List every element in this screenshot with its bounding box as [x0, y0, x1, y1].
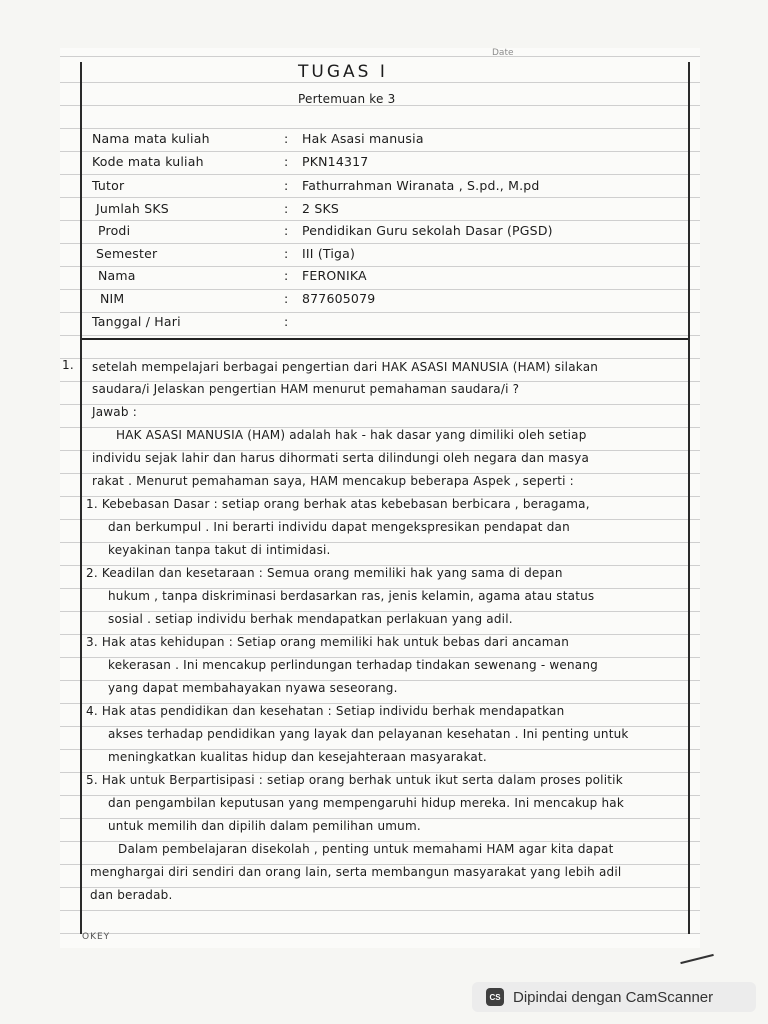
identity-value: III (Tiga): [302, 246, 356, 261]
notebook-brand: OKEY: [82, 932, 111, 942]
answer-line: 2. Keadilan dan kesetaraan : Semua orang memiliki hak yang sama di depan: [86, 566, 563, 580]
answer-line: dan pengambilan keputusan yang mempengaruhi hidup mereka. Ini mencakup hak: [108, 796, 624, 810]
camscanner-watermark: [472, 982, 756, 1012]
answer-line: akses terhadap pendidikan yang layak dan pelayanan kesehatan . Ini penting untuk: [108, 727, 629, 741]
identity-label: Nama mata kuliah: [92, 131, 210, 146]
answer-line: rakat . Menurut pemahaman saya, HAM mencakup beberapa Aspek , seperti :: [92, 474, 574, 488]
identity-label: Kode mata kuliah: [92, 154, 204, 169]
answer-line: 5. Hak untuk Berpartisipasi : setiap orang berhak untuk ikut serta dalam proses politik: [86, 773, 623, 787]
identity-label: Jumlah SKS: [96, 201, 169, 216]
pen-stroke: [680, 954, 713, 964]
identity-colon: :: [284, 178, 289, 193]
answer-line: 3. Hak atas kehidupan : Setiap orang memiliki hak untuk bebas dari ancaman: [86, 635, 570, 649]
left-margin-line: [80, 62, 82, 934]
answer-line: 4. Hak atas pendidikan dan kesehatan : Setiap individu berhak mendapatkan: [86, 704, 565, 718]
question-line: saudara/i Jelaskan pengertian HAM menurut pemahaman saudara/i ?: [92, 382, 520, 396]
assignment-subtitle: Pertemuan ke 3: [298, 92, 396, 106]
identity-label: Nama: [98, 268, 136, 283]
answer-line: meningkatkan kualitas hidup dan kesejahteraan masyarakat.: [108, 750, 487, 764]
answer-line: sosial . setiap individu berhak mendapatkan perlakuan yang adil.: [108, 612, 513, 626]
section-divider: [82, 338, 688, 340]
identity-value: 2 SKS: [302, 201, 339, 216]
answer-line: keyakinan tanpa takut di intimidasi.: [108, 543, 331, 557]
answer-line: individu sejak lahir dan harus dihormati serta dilindungi oleh negara dan masya: [92, 451, 590, 465]
identity-value: Fathurrahman Wiranata , S.pd., M.pd: [302, 178, 540, 193]
identity-colon: :: [284, 154, 289, 169]
watermark-text: Dipindai dengan CamScanner: [513, 988, 714, 1006]
answer-line: hukum , tanpa diskriminasi berdasarkan ras, jenis kelamin, agama atau status: [108, 589, 595, 603]
date-label: Date: [492, 48, 514, 58]
identity-value: PKN14317: [302, 154, 369, 169]
answer-line: yang dapat membahayakan nyawa seseorang.: [108, 681, 398, 695]
answer-line: Dalam pembelajaran disekolah , penting untuk memahami HAM agar kita dapat: [118, 842, 614, 856]
identity-colon: :: [284, 314, 289, 329]
answer-line: dan berkumpul . Ini berarti individu dapat mengekspresikan pendapat dan: [108, 520, 570, 534]
camscanner-icon: CS: [486, 988, 504, 1006]
answer-line: menghargai diri sendiri dan orang lain, serta membangun masyarakat yang lebih adil: [90, 865, 622, 879]
question-line: setelah mempelajari berbagai pengertian dari HAK ASASI MANUSIA (HAM) silakan: [92, 360, 599, 374]
answer-line: untuk memilih dan dipilih dalam pemilihan umum.: [108, 819, 421, 833]
identity-colon: :: [284, 268, 289, 283]
identity-colon: :: [284, 246, 289, 261]
answer-line: kekerasan . Ini mencakup perlindungan terhadap tindakan sewenang - wenang: [108, 658, 598, 672]
identity-value: FERONIKA: [302, 268, 367, 283]
identity-colon: :: [284, 223, 289, 238]
assignment-title: TUGAS I: [298, 62, 388, 82]
identity-colon: :: [284, 291, 289, 306]
identity-label: Tanggal / Hari: [92, 314, 181, 329]
identity-label: Semester: [96, 246, 158, 261]
identity-value: 877605079: [302, 291, 376, 306]
identity-value: Pendidikan Guru sekolah Dasar (PGSD): [302, 223, 553, 238]
identity-value: Hak Asasi manusia: [302, 131, 424, 146]
identity-label: Tutor: [92, 178, 125, 193]
identity-label: Prodi: [98, 223, 131, 238]
answer-line: HAK ASASI MANUSIA (HAM) adalah hak - hak dasar yang dimiliki oleh setiap: [116, 428, 587, 442]
answer-label: Jawab :: [92, 405, 137, 419]
identity-colon: :: [284, 131, 289, 146]
answer-line: dan beradab.: [90, 888, 173, 902]
right-margin-line: [688, 62, 690, 934]
answer-line: 1. Kebebasan Dasar : setiap orang berhak atas kebebasan berbicara , beragama,: [86, 497, 590, 511]
identity-label: NIM: [100, 291, 125, 306]
question-number: 1.: [62, 358, 74, 372]
identity-colon: :: [284, 201, 289, 216]
